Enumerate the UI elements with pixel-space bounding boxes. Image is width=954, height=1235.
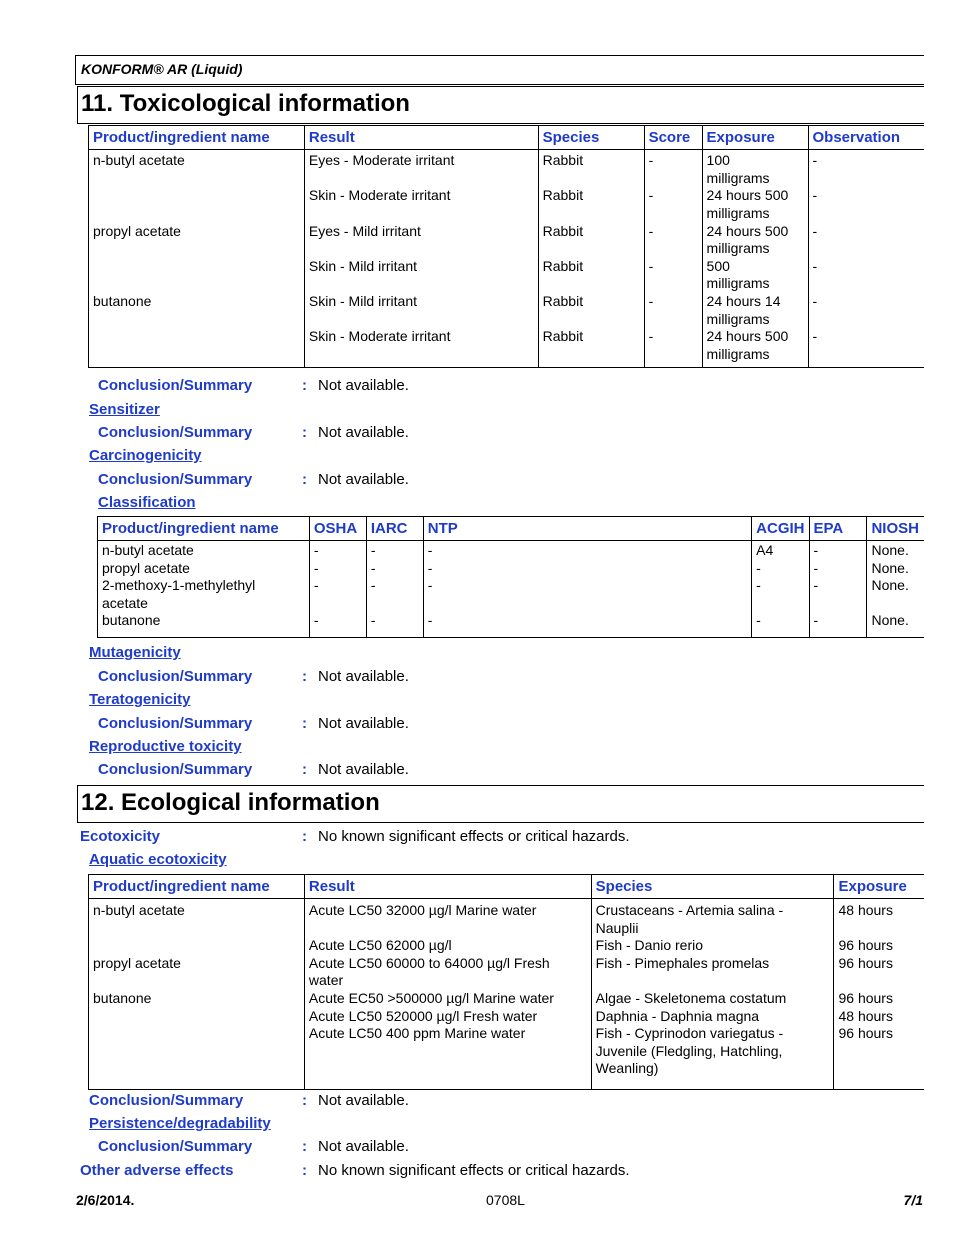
cell-text: Rabbit [542,222,584,239]
cell-text: - [813,577,819,593]
document-header [75,55,924,85]
cell-text: - [812,152,818,168]
cell-text: - [313,577,319,593]
column-header: OSHA [309,517,366,541]
table-cell [423,541,751,638]
cell-text: - [648,222,654,239]
cell-entry [838,1025,920,1078]
cell-text: Acute LC50 60000 to 64000 µg/l Fresh [308,954,550,971]
cell-entry [309,256,534,291]
cell-entry [596,902,830,937]
conclusion-value: Not available. [318,377,409,394]
cell-entry [371,612,419,630]
other-adverse-effects-value: No known significant effects or critical hazards. [318,1162,630,1179]
cell-text: - [427,542,433,558]
cell-entry [707,256,804,291]
column-header: Score [644,126,702,150]
cell-text: - [756,559,761,576]
ecotoxicity-value: No known significant effects or critical hazards. [318,828,630,845]
ecotoxicity-table [88,874,924,1090]
cell-text: - [313,559,319,576]
ecotoxicity-label: Ecotoxicity [80,828,161,845]
cell-text: Rabbit [542,328,584,345]
cell-entry [309,955,587,990]
cell-entry [93,256,300,291]
cell-text: water [308,972,344,989]
cell-text: None. [871,559,909,576]
table-cell [304,899,591,1090]
column-header: Result [304,875,591,899]
cell-entry [813,221,921,256]
cell-entry [314,612,362,630]
table-cell [752,541,809,638]
cell-text: - [648,187,654,204]
cell-text: milligrams [706,169,770,186]
conclusion-value: Not available. [318,761,409,778]
cell-text: butanone [93,293,152,310]
cell-text: Nauplii [595,919,639,936]
cell-entry [93,955,300,990]
table-cell [644,150,702,368]
column-header: NIOSH [867,517,924,541]
table-cell [304,150,538,368]
footer-page: 7/1 [903,1192,923,1208]
aquatic-ecotoxicity-heading: Aquatic ecotoxicity [89,851,227,868]
cell-entry [707,221,804,256]
classification-table [97,516,924,638]
cell-text: Algae - Skeletonema costatum [595,989,787,1006]
colon: : [302,424,307,441]
colon: : [302,668,307,685]
cell-text: - [427,559,433,576]
cell-entry [756,577,804,612]
cell-text: 48 hours [838,1007,893,1024]
cell-entry [314,542,362,560]
colon: : [302,377,307,394]
column-header: ACGIH [752,517,809,541]
cell-entry [93,185,300,220]
other-adverse-effects-label: Other adverse effects [80,1162,234,1179]
cell-text: 100 [706,152,730,168]
conclusion-label: Conclusion/Summary [98,715,253,732]
cell-entry [93,326,300,361]
cell-text: propyl acetate [93,222,181,239]
cell-text: None. [871,577,909,593]
cell-entry [707,150,804,185]
cell-text: 96 hours [838,989,893,1006]
conclusion-value: Not available. [318,668,409,685]
conclusion-value: Not available. [318,1092,409,1109]
table-cell [538,150,644,368]
cell-entry [309,1008,587,1026]
column-header: Product/ingredient name [89,875,305,899]
cell-text: 96 hours [838,954,893,971]
cell-text: Fish - Pimephales promelas [595,954,770,971]
cell-text: acetate [102,594,148,611]
table-cell [834,899,924,1090]
cell-entry [649,256,698,291]
cell-text: Skin - Moderate irritant [308,187,451,204]
cell-text: 500 [706,257,730,274]
mutagenicity-heading: Mutagenicity [89,644,181,661]
cell-entry [309,902,587,937]
column-header: Species [591,875,834,899]
cell-entry [871,560,920,578]
cell-text: milligrams [706,204,770,221]
cell-text: Rabbit [542,187,584,204]
table-row [89,150,925,368]
cell-entry [871,577,920,612]
cell-entry [102,542,305,560]
conclusion-value: Not available. [318,471,409,488]
conclusion-label: Conclusion/Summary [98,424,253,441]
cell-entry [596,955,830,990]
cell-text: - [427,612,433,628]
cell-text: 24 hours 500 [706,187,789,204]
cell-entry [596,990,830,1008]
cell-entry [543,256,640,291]
cell-entry [543,291,640,326]
cell-text: 48 hours [838,902,893,918]
cell-text: n-butyl acetate [102,542,194,558]
cell-entry [813,291,921,326]
cell-entry [428,577,747,612]
conclusion-label: Conclusion/Summary [98,761,253,778]
cell-entry [814,577,863,612]
persistence-heading: Persistence/degradability [89,1115,271,1132]
colon: : [302,1138,307,1155]
cell-text: - [648,257,654,274]
cell-entry [813,326,921,361]
footer-code: 0708L [486,1192,525,1208]
cell-text: butanone [102,612,161,628]
cell-entry [707,326,804,361]
cell-text: - [812,187,818,204]
cell-text: - [313,612,319,628]
cell-text: Juvenile (Fledgling, Hatchling, [595,1042,783,1059]
cell-entry [428,560,747,578]
cell-entry [102,577,305,612]
conclusion-label: Conclusion/Summary [98,668,253,685]
cell-entry [543,150,640,185]
cell-entry [309,326,534,361]
colon: : [302,471,307,488]
cell-text: - [370,577,376,593]
column-header: Observation [808,126,924,150]
cell-entry [93,937,300,955]
cell-text: - [812,257,818,274]
cell-entry [649,291,698,326]
cell-entry [596,937,830,955]
cell-entry [93,990,300,1008]
cell-text: butanone [93,989,152,1006]
cell-text: Eyes - Moderate irritant [308,152,455,168]
cell-entry [649,185,698,220]
cell-text: 24 hours 14 [706,293,781,310]
cell-entry [813,256,921,291]
cell-entry [649,150,698,185]
cell-text: A4 [756,542,774,558]
cell-text: - [756,577,761,593]
column-header: Result [304,126,538,150]
carcinogenicity-heading: Carcinogenicity [89,447,202,464]
cell-entry [814,542,863,560]
table-cell [98,541,310,638]
cell-text: Fish - Danio rerio [595,937,704,954]
cell-entry [838,902,920,937]
cell-entry [543,221,640,256]
cell-text: - [370,559,376,576]
cell-entry [93,1025,300,1078]
cell-text: - [812,328,818,345]
section-11-title: 11. Toxicological information [81,90,410,117]
cell-text: Crustaceans - Artemia salina - [595,902,784,918]
column-header: Species [538,126,644,150]
table-cell [89,150,305,368]
cell-entry [309,990,587,1008]
conclusion-label: Conclusion/Summary [98,471,253,488]
cell-text: n-butyl acetate [93,902,185,918]
cell-text: None. [871,542,909,558]
cell-entry [814,560,863,578]
cell-entry [838,990,920,1008]
cell-text: - [812,222,818,239]
cell-text: milligrams [706,275,770,292]
cell-entry [707,185,804,220]
sensitizer-heading: Sensitizer [89,401,160,418]
cell-entry [371,560,419,578]
cell-text: - [813,559,819,576]
table-cell [867,541,924,638]
cell-entry [596,1008,830,1026]
table-cell [591,899,834,1090]
reproductive-toxicity-heading: Reproductive toxicity [89,738,242,755]
column-header: Exposure [834,875,924,899]
cell-text: Acute LC50 520000 µg/l Fresh water [308,1007,538,1024]
cell-text: Daphnia - Daphnia magna [595,1007,760,1024]
cell-entry [93,150,300,185]
cell-entry [813,185,921,220]
footer-date: 2/6/2014. [76,1192,135,1208]
table-row [98,541,925,638]
cell-entry [543,326,640,361]
conclusion-label: Conclusion/Summary [89,1092,244,1109]
cell-text: Acute LC50 62000 µg/l [308,937,452,954]
cell-text: Acute LC50 32000 µg/l Marine water [308,902,537,918]
colon: : [302,715,307,732]
conclusion-value: Not available. [318,424,409,441]
cell-entry [838,1008,920,1026]
table-cell [702,150,808,368]
cell-text: 96 hours [838,937,893,954]
table-cell [366,541,423,638]
irritation-table [88,125,924,368]
cell-text: milligrams [706,310,770,327]
cell-entry [649,221,698,256]
cell-entry [543,185,640,220]
cell-text: - [756,612,761,628]
section-11-heading [77,86,924,124]
cell-text: Skin - Mild irritant [308,257,418,274]
cell-text: propyl acetate [102,559,190,576]
cell-entry [314,560,362,578]
cell-text: - [370,612,376,628]
cell-entry [428,542,747,560]
colon: : [302,828,307,845]
teratogenicity-heading: Teratogenicity [89,691,191,708]
table-cell [89,899,305,1090]
cell-text: Acute LC50 400 ppm Marine water [308,1025,526,1042]
cell-text: Eyes - Mild irritant [308,222,421,239]
classification-heading: Classification [98,494,196,511]
table-cell [809,541,867,638]
cell-entry [314,577,362,612]
product-name: KONFORM® AR (Liquid) [81,61,243,77]
cell-text: Acute EC50 >500000 µg/l Marine water [308,989,554,1006]
cell-entry [596,1025,830,1078]
cell-entry [756,612,804,630]
column-header: Product/ingredient name [89,126,305,150]
cell-entry [756,560,804,578]
conclusion-label: Conclusion/Summary [98,377,253,394]
cell-text: - [313,542,319,558]
cell-entry [371,577,419,612]
cell-text: 96 hours [838,1025,893,1042]
cell-entry [838,937,920,955]
section-12-title: 12. Ecological information [81,789,380,816]
cell-entry [649,326,698,361]
conclusion-label: Conclusion/Summary [98,1138,253,1155]
cell-entry [309,150,534,185]
colon: : [302,761,307,778]
cell-entry [309,937,587,955]
cell-entry [371,542,419,560]
cell-text: - [648,293,654,310]
cell-text: Skin - Moderate irritant [308,328,451,345]
cell-text: n-butyl acetate [93,152,185,168]
cell-entry [93,1008,300,1026]
cell-text: Rabbit [542,152,584,168]
cell-text: 24 hours 500 [706,222,789,239]
cell-text: None. [871,612,909,628]
cell-text: - [813,612,819,628]
cell-text: milligrams [706,240,770,257]
cell-entry [871,542,920,560]
column-header: NTP [423,517,751,541]
cell-entry [309,291,534,326]
cell-text: Skin - Mild irritant [308,293,418,310]
cell-text: - [813,542,819,558]
colon: : [302,1092,307,1109]
colon: : [302,1162,307,1179]
cell-entry [814,612,863,630]
cell-text: propyl acetate [93,954,181,971]
column-header: EPA [809,517,867,541]
cell-text: 2-methoxy-1-methylethyl [102,577,256,593]
cell-entry [309,221,534,256]
table-cell [808,150,924,368]
cell-entry [428,612,747,630]
cell-text: - [812,293,818,310]
cell-entry [838,955,920,990]
cell-entry [102,612,305,630]
cell-entry [102,560,305,578]
cell-entry [309,185,534,220]
cell-text: Fish - Cyprinodon variegatus - [595,1025,784,1042]
cell-text: - [427,577,433,593]
cell-text: Weanling) [595,1060,659,1077]
cell-text: - [648,328,654,345]
table-cell [309,541,366,638]
table-row [89,899,925,1090]
cell-text: - [648,152,654,168]
cell-text: 24 hours 500 [706,328,789,345]
cell-text: - [370,542,376,558]
cell-entry [813,150,921,185]
cell-text: milligrams [706,345,770,362]
column-header: IARC [366,517,423,541]
cell-entry [309,1025,587,1078]
conclusion-value: Not available. [318,1138,409,1155]
cell-text: Rabbit [542,293,584,310]
section-12-heading [77,785,924,823]
cell-text: Rabbit [542,257,584,274]
cell-entry [93,902,300,937]
cell-entry [707,291,804,326]
cell-entry [93,221,300,256]
conclusion-value: Not available. [318,715,409,732]
cell-entry [756,542,804,560]
cell-entry [871,612,920,630]
cell-entry [93,291,300,326]
column-header: Exposure [702,126,808,150]
column-header: Product/ingredient name [98,517,310,541]
